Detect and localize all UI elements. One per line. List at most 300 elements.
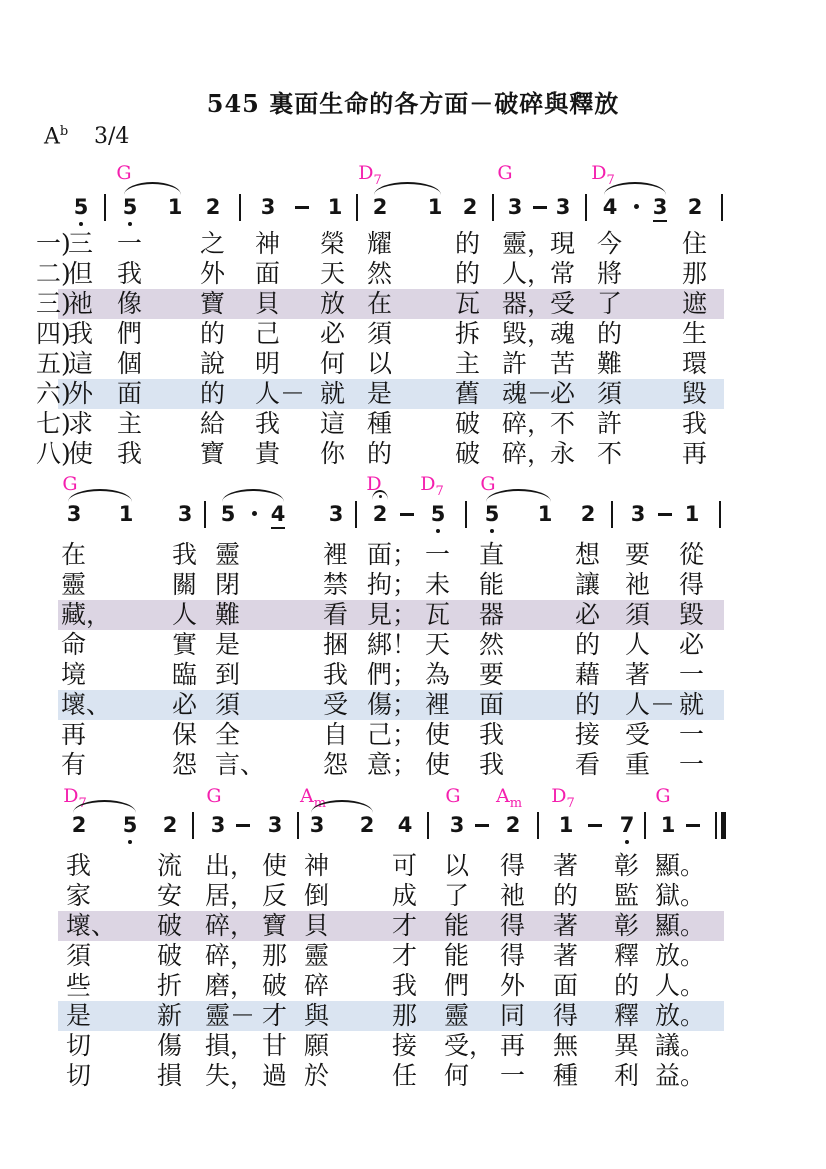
lyric-syllable: 器， bbox=[502, 289, 553, 318]
lyric-syllable: 這 bbox=[320, 409, 346, 438]
note-digit: 2 bbox=[162, 813, 178, 837]
low-octave-dot bbox=[436, 529, 440, 533]
lyric-syllable: 的 bbox=[200, 379, 226, 408]
barline bbox=[427, 812, 429, 839]
lyric-syllable: 彰 bbox=[614, 911, 640, 940]
note-digit: 3 bbox=[630, 502, 646, 526]
lyric-syllable: 著 bbox=[553, 941, 579, 970]
lyric-syllable: 我 bbox=[68, 319, 94, 348]
lyric-syllable: 何 bbox=[444, 1061, 470, 1090]
lyric-syllable: 藏， bbox=[61, 600, 112, 629]
verse-number: 一) bbox=[36, 229, 71, 258]
barline bbox=[204, 501, 206, 528]
lyric-syllable: 然 bbox=[367, 259, 393, 288]
lyric-syllable: 靈， bbox=[502, 229, 553, 258]
barline bbox=[465, 501, 467, 528]
lyric-syllable: 命 bbox=[61, 630, 87, 659]
lyric-syllable: 一 bbox=[679, 750, 705, 779]
note-digit: 3 bbox=[260, 195, 276, 219]
chord-subscript: 7 bbox=[566, 795, 575, 811]
lyric-syllable: 瓦 bbox=[425, 600, 451, 629]
lyric-syllable: 破 bbox=[262, 971, 288, 1000]
chord-subscript: 7 bbox=[78, 795, 87, 811]
lyric-syllable: 人－ bbox=[625, 690, 676, 719]
verse-number: 七) bbox=[36, 409, 71, 438]
lyric-syllable: 面 bbox=[255, 259, 281, 288]
lyric-syllable: 破 bbox=[455, 409, 481, 438]
lyric-syllable: 的 bbox=[553, 881, 579, 910]
barline bbox=[611, 501, 613, 528]
lyric-syllable: 願 bbox=[304, 1031, 330, 1060]
lyric-syllable: 人。 bbox=[655, 971, 706, 1000]
lyric-syllable: 著 bbox=[625, 660, 651, 689]
barline bbox=[239, 194, 241, 221]
note-digit: 1 bbox=[684, 502, 700, 526]
lyric-syllable: 難 bbox=[597, 349, 623, 378]
lyric-syllable: 魂 bbox=[550, 319, 576, 348]
lyric-syllable: 顯。 bbox=[655, 911, 706, 940]
lyric-syllable: 讓 bbox=[575, 570, 601, 599]
lyric-syllable: 見； bbox=[367, 600, 418, 629]
lyric-syllable: 才 bbox=[392, 941, 418, 970]
lyric-syllable: 藉 bbox=[575, 660, 601, 689]
lyric-syllable: 意； bbox=[367, 750, 418, 779]
lyric-syllable: 切 bbox=[66, 1061, 92, 1090]
verse-number: 四) bbox=[36, 319, 71, 348]
lyric-syllable: 無 bbox=[553, 1031, 579, 1060]
lyric-syllable: 現 bbox=[550, 229, 576, 258]
note-digit: 5 bbox=[122, 195, 138, 219]
lyric-syllable: 苦 bbox=[550, 349, 576, 378]
lyric-syllable: 家 bbox=[66, 881, 92, 910]
lyric-syllable: 貴 bbox=[255, 439, 281, 468]
note-digit: 3 bbox=[652, 195, 668, 219]
low-octave-dot bbox=[490, 529, 494, 533]
note-digit: 4 bbox=[602, 195, 618, 219]
lyric-syllable: 一 bbox=[679, 660, 705, 689]
note-digit: 3 bbox=[449, 813, 465, 837]
lyric-syllable: 一 bbox=[500, 1061, 526, 1090]
lyric-syllable: 我 bbox=[66, 851, 92, 880]
lyric-syllable: 的 bbox=[367, 439, 393, 468]
lyric-syllable: 磨， bbox=[205, 971, 256, 1000]
lyric-syllable: 切 bbox=[66, 1031, 92, 1060]
chord-root: G bbox=[206, 785, 222, 807]
note-digit: 1 bbox=[167, 195, 183, 219]
lyric-syllable: 放。 bbox=[655, 1001, 706, 1030]
lyric-syllable: 未 bbox=[425, 570, 451, 599]
chord-root: D bbox=[420, 473, 436, 495]
lyric-syllable: 生 bbox=[682, 319, 708, 348]
lyric-syllable: 使 bbox=[262, 851, 288, 880]
lyric-syllable: 在 bbox=[61, 540, 87, 569]
lyric-syllable: 損， bbox=[205, 1031, 256, 1060]
lyric-syllable: 安 bbox=[157, 881, 183, 910]
note-digit: 4 bbox=[397, 813, 413, 837]
lyric-syllable: 破 bbox=[455, 439, 481, 468]
lyric-syllable: 的 bbox=[575, 690, 601, 719]
lyric-syllable: 主 bbox=[117, 409, 143, 438]
lyric-syllable: 的 bbox=[455, 229, 481, 258]
lyric-syllable: 倒 bbox=[304, 881, 330, 910]
note-digit: 1 bbox=[118, 502, 134, 526]
augmentation-dot bbox=[634, 204, 639, 209]
lyric-syllable: 了 bbox=[444, 881, 470, 910]
lyric-syllable: 到 bbox=[215, 660, 241, 689]
barline bbox=[492, 194, 494, 221]
lyric-syllable: 許 bbox=[502, 349, 528, 378]
note-extension-dash bbox=[533, 206, 547, 209]
lyric-syllable: 那 bbox=[392, 1001, 418, 1030]
lyric-syllable: 你 bbox=[320, 439, 346, 468]
barline bbox=[355, 501, 357, 528]
lyric-syllable: 這 bbox=[68, 349, 94, 378]
lyric-syllable: 必 bbox=[320, 319, 346, 348]
lyric-syllable: 損 bbox=[157, 1061, 183, 1090]
low-octave-dot bbox=[79, 222, 83, 226]
verse-number: 五) bbox=[36, 349, 71, 378]
note-extension-dash bbox=[400, 513, 414, 516]
lyric-syllable: 毀， bbox=[502, 319, 553, 348]
lyric-syllable: 一 bbox=[117, 229, 143, 258]
chord-label bbox=[551, 785, 575, 815]
lyric-syllable: 但 bbox=[68, 259, 94, 288]
note-extension-dash bbox=[236, 824, 250, 827]
lyric-syllable: 捆 bbox=[323, 630, 349, 659]
note-digit: 7 bbox=[619, 813, 635, 837]
chord-root: A bbox=[299, 785, 314, 807]
note-digit: 1 bbox=[327, 195, 343, 219]
lyric-syllable: 那 bbox=[682, 259, 708, 288]
lyric-syllable: 種 bbox=[367, 409, 393, 438]
lyric-syllable: 魂－ bbox=[502, 379, 553, 408]
note-digit: 3 bbox=[555, 195, 571, 219]
lyric-syllable: 常 bbox=[550, 259, 576, 288]
lyric-syllable: 是 bbox=[367, 379, 393, 408]
lyric-syllable: 就 bbox=[320, 379, 346, 408]
note-digit: 3 bbox=[177, 502, 193, 526]
note-digit: 2 bbox=[505, 813, 521, 837]
lyric-syllable: 折 bbox=[157, 971, 183, 1000]
lyric-syllable: 關 bbox=[172, 570, 198, 599]
lyric-syllable: 接 bbox=[575, 720, 601, 749]
note-digit: 5 bbox=[430, 502, 446, 526]
barline bbox=[356, 194, 358, 221]
lyric-syllable: 們 bbox=[444, 971, 470, 1000]
lyric-syllable: 神 bbox=[304, 851, 330, 880]
lyric-syllable: 拘； bbox=[367, 570, 418, 599]
final-barline-thick bbox=[721, 812, 726, 839]
lyric-syllable: 面 bbox=[553, 971, 579, 1000]
note-digit: 2 bbox=[71, 813, 87, 837]
lyric-syllable: 重 bbox=[625, 750, 651, 779]
lyric-syllable: 再 bbox=[61, 720, 87, 749]
note-digit: 3 bbox=[328, 502, 344, 526]
lyric-syllable: 許 bbox=[597, 409, 623, 438]
lyric-syllable: 想 bbox=[575, 540, 601, 569]
key-signature bbox=[44, 124, 68, 149]
lyric-syllable: 我 bbox=[479, 750, 505, 779]
chord-label bbox=[62, 473, 77, 495]
chord-root: D bbox=[591, 162, 607, 184]
chord-subscript: 7 bbox=[435, 483, 444, 499]
lyric-syllable: 同 bbox=[500, 1001, 526, 1030]
lyric-syllable: 獄。 bbox=[655, 881, 706, 910]
chord-root: G bbox=[480, 473, 496, 495]
chord-subscript: m bbox=[509, 795, 523, 811]
lyric-syllable: 榮 bbox=[320, 229, 346, 258]
lyric-syllable: 使 bbox=[68, 439, 94, 468]
chord-root: G bbox=[62, 473, 78, 495]
lyric-syllable: 人－ bbox=[255, 379, 306, 408]
lyric-syllable: 人， bbox=[502, 259, 553, 288]
lyric-syllable: 著 bbox=[553, 851, 579, 880]
lyric-syllable: 才 bbox=[392, 911, 418, 940]
lyric-syllable: 能 bbox=[479, 570, 505, 599]
lyric-syllable: 在 bbox=[367, 289, 393, 318]
note-digit: 1 bbox=[427, 195, 443, 219]
chord-label bbox=[496, 785, 522, 815]
lyric-syllable: 必 bbox=[550, 379, 576, 408]
lyric-syllable: 得 bbox=[500, 851, 526, 880]
lyric-syllable: 我 bbox=[392, 971, 418, 1000]
lyric-syllable: 碎， bbox=[502, 439, 553, 468]
lyric-syllable: 器 bbox=[479, 600, 505, 629]
lyric-syllable: 祂 bbox=[625, 570, 651, 599]
lyric-syllable: 環 bbox=[682, 349, 708, 378]
lyric-syllable: 住 bbox=[682, 229, 708, 258]
time-signature: 3/4 bbox=[94, 124, 130, 149]
lyric-syllable: 種 bbox=[553, 1061, 579, 1090]
barline bbox=[644, 812, 646, 839]
lyric-syllable: 須 bbox=[625, 600, 651, 629]
lyric-syllable: 受， bbox=[444, 1031, 495, 1060]
lyric-syllable: 祂 bbox=[68, 289, 94, 318]
note-digit: 1 bbox=[537, 502, 553, 526]
key-letter: A bbox=[44, 124, 60, 150]
lyric-syllable: 祂 bbox=[500, 881, 526, 910]
lyric-syllable: 受 bbox=[323, 690, 349, 719]
lyric-syllable: 三 bbox=[68, 229, 94, 258]
lyric-syllable: 釋 bbox=[614, 941, 640, 970]
lyric-syllable: 拆 bbox=[455, 319, 481, 348]
lyric-syllable: 外 bbox=[200, 259, 226, 288]
chord-root: D bbox=[358, 162, 374, 184]
lyric-syllable: 一 bbox=[425, 540, 451, 569]
lyric-syllable: 靈－ bbox=[205, 1001, 256, 1030]
lyric-syllable: 從 bbox=[679, 540, 705, 569]
fermata-dot bbox=[379, 495, 382, 498]
lyric-syllable: 要 bbox=[625, 540, 651, 569]
lyric-syllable: 看 bbox=[323, 600, 349, 629]
lyric-syllable: 何 bbox=[320, 349, 346, 378]
lyric-syllable: 境 bbox=[61, 660, 87, 689]
lyric-syllable: 再 bbox=[500, 1031, 526, 1060]
lyric-syllable: 我 bbox=[117, 439, 143, 468]
barline bbox=[297, 812, 299, 839]
lyric-syllable: 裡 bbox=[425, 690, 451, 719]
note-digit: 1 bbox=[558, 813, 574, 837]
lyric-syllable: 面 bbox=[479, 690, 505, 719]
note-digit: 2 bbox=[462, 195, 478, 219]
note-digit: 2 bbox=[580, 502, 596, 526]
note-extension-dash bbox=[686, 824, 700, 827]
eighth-note-underline bbox=[271, 527, 285, 529]
lyric-syllable: 保 bbox=[172, 720, 198, 749]
lyric-syllable: 的 bbox=[455, 259, 481, 288]
lyric-syllable: 們 bbox=[117, 319, 143, 348]
lyric-syllable: 必 bbox=[172, 690, 198, 719]
lyric-syllable: 人 bbox=[172, 600, 198, 629]
lyric-syllable: 貝 bbox=[255, 289, 281, 318]
lyric-syllable: 像 bbox=[117, 289, 143, 318]
lyric-syllable: 我 bbox=[323, 660, 349, 689]
chord-root: G bbox=[116, 162, 132, 184]
lyric-syllable: 必 bbox=[679, 630, 705, 659]
lyric-syllable: 寶 bbox=[262, 911, 288, 940]
lyric-syllable: 流 bbox=[157, 851, 183, 880]
lyric-syllable: 釋 bbox=[614, 1001, 640, 1030]
chord-label bbox=[480, 473, 495, 495]
lyric-syllable: 才 bbox=[262, 1001, 288, 1030]
lyric-syllable: 須 bbox=[66, 941, 92, 970]
chord-root: G bbox=[497, 162, 513, 184]
note-digit: 2 bbox=[687, 195, 703, 219]
note-digit: 5 bbox=[220, 502, 236, 526]
lyric-syllable: 面 bbox=[117, 379, 143, 408]
lyric-syllable: 須 bbox=[215, 690, 241, 719]
chord-root: G bbox=[655, 785, 671, 807]
lyric-syllable: 靈 bbox=[304, 941, 330, 970]
lyric-syllable: 的 bbox=[575, 630, 601, 659]
lyric-syllable: 傷； bbox=[367, 690, 418, 719]
lyric-syllable: 裡 bbox=[323, 540, 349, 569]
lyric-syllable: 然 bbox=[479, 630, 505, 659]
lyric-syllable: 永 bbox=[550, 439, 576, 468]
barline bbox=[192, 812, 194, 839]
lyric-syllable: 壞、 bbox=[66, 911, 117, 940]
note-digit: 5 bbox=[73, 195, 89, 219]
lyric-syllable: 再 bbox=[682, 439, 708, 468]
chord-subscript: m bbox=[313, 795, 327, 811]
lyric-syllable: 甘 bbox=[262, 1031, 288, 1060]
lyric-syllable: 碎， bbox=[205, 911, 256, 940]
note-digit: 5 bbox=[484, 502, 500, 526]
lyric-syllable: 外 bbox=[500, 971, 526, 1000]
lyric-syllable: 的 bbox=[614, 971, 640, 1000]
chord-label bbox=[420, 473, 444, 503]
lyric-syllable: 些 bbox=[66, 971, 92, 1000]
low-octave-dot bbox=[128, 222, 132, 226]
chord-root: G bbox=[445, 785, 461, 807]
lyric-syllable: 出， bbox=[205, 851, 256, 880]
lyric-syllable: 著 bbox=[553, 911, 579, 940]
barline bbox=[721, 194, 723, 221]
lyric-syllable: 毀 bbox=[679, 600, 705, 629]
lyric-syllable: 之 bbox=[200, 229, 226, 258]
note-digit: 5 bbox=[122, 813, 138, 837]
lyric-syllable: 個 bbox=[117, 349, 143, 378]
lyric-syllable: 與 bbox=[304, 1001, 330, 1030]
lyric-syllable: 能 bbox=[444, 941, 470, 970]
lyric-syllable: 毀 bbox=[682, 379, 708, 408]
lyric-syllable: 可 bbox=[392, 851, 418, 880]
note-digit: 3 bbox=[66, 502, 82, 526]
lyric-syllable: 要 bbox=[479, 660, 505, 689]
chord-label bbox=[116, 162, 131, 184]
chord-label bbox=[206, 785, 221, 807]
lyric-syllable: 碎， bbox=[205, 941, 256, 970]
lyric-syllable: 己； bbox=[367, 720, 418, 749]
chord-root: D bbox=[366, 473, 382, 495]
lyric-syllable: 靈 bbox=[444, 1001, 470, 1030]
note-extension-dash bbox=[475, 824, 489, 827]
note-extension-dash bbox=[295, 206, 309, 209]
lyric-syllable: 貝 bbox=[304, 911, 330, 940]
lyric-syllable: 議。 bbox=[655, 1031, 706, 1060]
lyric-syllable: 綁！ bbox=[367, 630, 418, 659]
lyric-syllable: 須 bbox=[597, 379, 623, 408]
note-digit: 3 bbox=[210, 813, 226, 837]
lyric-syllable: 寶 bbox=[200, 439, 226, 468]
lyric-syllable: 今 bbox=[597, 229, 623, 258]
lyric-syllable: 放。 bbox=[655, 941, 706, 970]
lyric-syllable: 天 bbox=[425, 630, 451, 659]
note-digit: 2 bbox=[205, 195, 221, 219]
lyric-syllable: 須 bbox=[367, 319, 393, 348]
lyric-syllable: 過 bbox=[262, 1061, 288, 1090]
final-barline-thin bbox=[715, 812, 717, 839]
lyric-syllable: 得 bbox=[679, 570, 705, 599]
lyric-syllable: 有 bbox=[61, 750, 87, 779]
lyric-syllable: 碎 bbox=[304, 971, 330, 1000]
lyric-syllable: 禁 bbox=[323, 570, 349, 599]
verse-number: 八) bbox=[36, 439, 71, 468]
note-digit: 3 bbox=[507, 195, 523, 219]
lyric-syllable: 說 bbox=[200, 349, 226, 378]
lyric-syllable: 遮 bbox=[682, 289, 708, 318]
lyric-syllable: 直 bbox=[479, 540, 505, 569]
barline bbox=[537, 812, 539, 839]
lyric-syllable: 任 bbox=[392, 1061, 418, 1090]
lyric-syllable: 明 bbox=[255, 349, 281, 378]
lyric-syllable: 我 bbox=[172, 540, 198, 569]
lyric-syllable: 閉 bbox=[215, 570, 241, 599]
lyric-syllable: 得 bbox=[500, 911, 526, 940]
note-digit: 4 bbox=[270, 502, 286, 526]
lyric-syllable: 的 bbox=[597, 319, 623, 348]
verse-number: 二) bbox=[36, 259, 71, 288]
lyric-syllable: 實 bbox=[172, 630, 198, 659]
lyric-syllable: 受 bbox=[625, 720, 651, 749]
lyric-syllable: 我 bbox=[117, 259, 143, 288]
lyric-syllable: 臨 bbox=[172, 660, 198, 689]
lyric-syllable: 傷 bbox=[157, 1031, 183, 1060]
lyric-syllable: 怨 bbox=[323, 750, 349, 779]
lyric-syllable: 的 bbox=[200, 319, 226, 348]
lyric-syllable: 難 bbox=[215, 600, 241, 629]
lyric-syllable: 以 bbox=[444, 851, 470, 880]
lyric-syllable: 舊 bbox=[455, 379, 481, 408]
lyric-syllable: 接 bbox=[392, 1031, 418, 1060]
lyric-syllable: 靈 bbox=[61, 570, 87, 599]
lyric-syllable: 那 bbox=[262, 941, 288, 970]
flat-symbol: b bbox=[59, 124, 69, 139]
lyric-syllable: 利 bbox=[614, 1061, 640, 1090]
hymn-title: 545 裏面生命的各方面－破碎與釋放 bbox=[206, 89, 620, 118]
low-octave-dot bbox=[128, 840, 132, 844]
lyric-syllable: 一 bbox=[679, 720, 705, 749]
